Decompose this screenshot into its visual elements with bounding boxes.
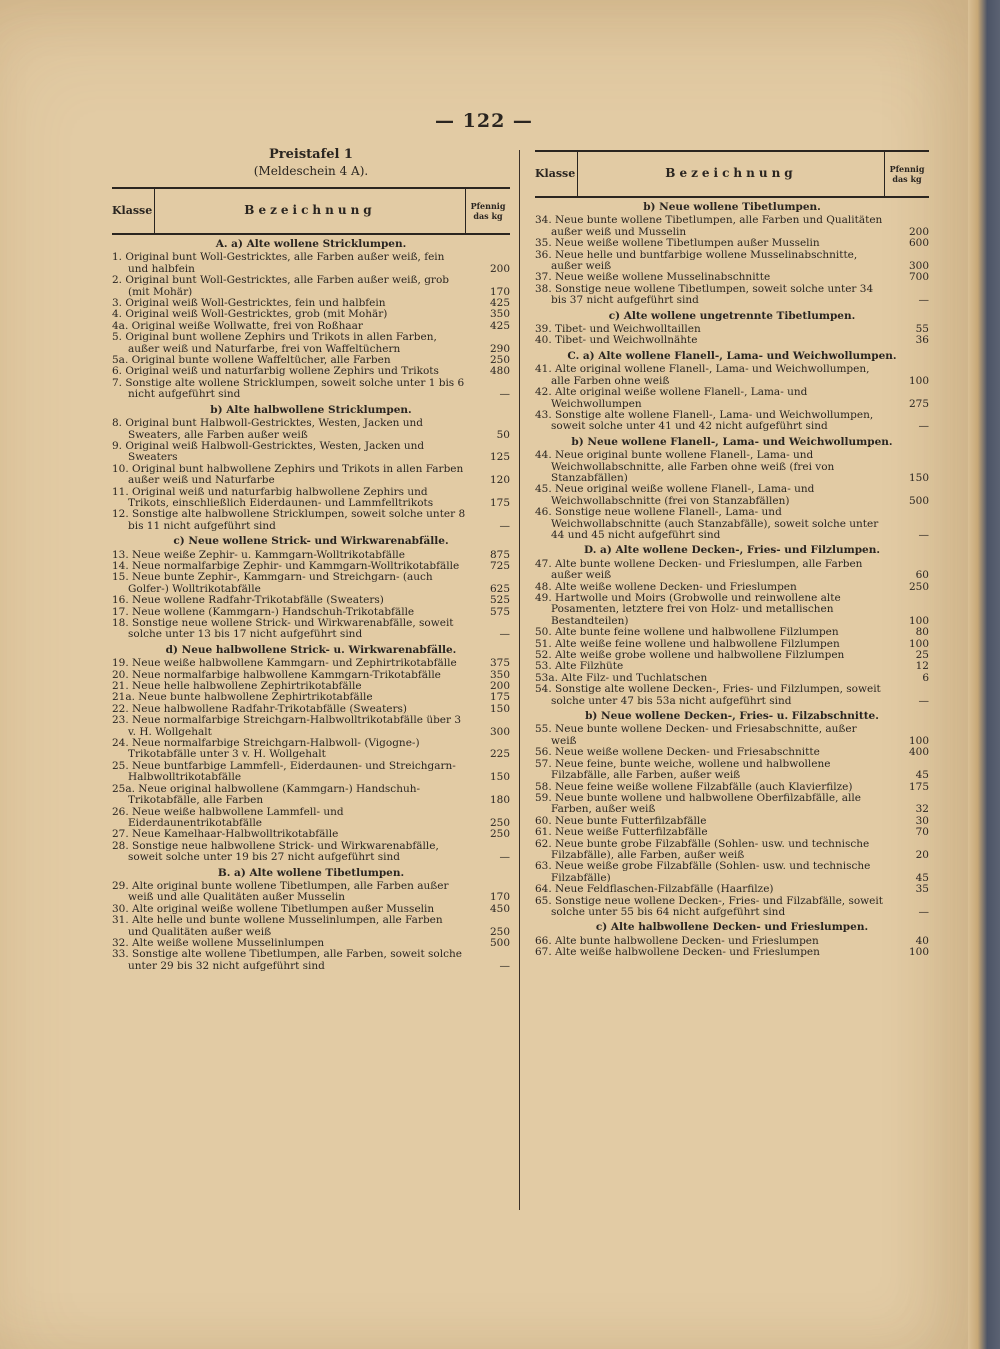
table-row bbox=[112, 881, 510, 904]
item-description: 36. Neue helle und buntfarbige wollene Musselinabschnitte, außer weiß bbox=[535, 248, 858, 273]
table-row bbox=[535, 238, 929, 249]
table-row bbox=[535, 215, 929, 238]
item-price: 450 bbox=[489, 902, 510, 915]
item-price: — bbox=[499, 628, 510, 641]
item-price: 725 bbox=[489, 559, 510, 572]
item-description: 25a. Neue original halbwollene (Kammgarn-) Handschuh-Trikotabfälle, alle Farben bbox=[112, 782, 421, 807]
item-price: 35 bbox=[915, 883, 929, 896]
item-description: 52. Alte weiße grobe wollene und halbwollene Filzlumpen bbox=[535, 649, 845, 662]
item-price: 300 bbox=[908, 260, 929, 273]
item-price: 375 bbox=[489, 657, 510, 670]
item-price: 290 bbox=[489, 342, 510, 355]
item-description: 16. Neue wollene Radfahr-Trikotabfälle (Sweaters) bbox=[112, 594, 384, 607]
item-price: 175 bbox=[489, 691, 510, 704]
table-row bbox=[535, 284, 929, 307]
item-description: 27. Neue Kamelhaar-Halbwolltrikotabfälle bbox=[112, 828, 339, 841]
section-heading: D. a) Alte wollene Decken-, Fries- und Filzlumpen. bbox=[584, 544, 880, 557]
item-price: 250 bbox=[489, 354, 510, 367]
table-row bbox=[535, 861, 929, 884]
item-description: 28. Sonstige neue halbwollene Strick- und Wirkwarenabfälle, soweit solche unter 19 bis 27 nicht aufgeführt sind bbox=[112, 839, 439, 864]
item-price: — bbox=[499, 519, 510, 532]
item-price: 50 bbox=[496, 428, 510, 441]
item-price: 45 bbox=[915, 769, 929, 782]
item-description: 51. Alte weiße feine wollene und halbwollene Filzlumpen bbox=[535, 637, 840, 650]
item-description: 20. Neue normalfarbige halbwollene Kammgarn-Trikotabfälle bbox=[112, 668, 441, 681]
item-price: 100 bbox=[908, 946, 929, 959]
item-description: 2. Original bunt Woll-Gestricktes, alle Farben außer weiß, grob (mit Mohär) bbox=[112, 274, 449, 298]
item-price: 150 bbox=[489, 702, 510, 715]
item-description: 13. Neue weiße Zephir- u. Kammgarn-Wolltrikotabfälle bbox=[112, 548, 406, 561]
item-price: 425 bbox=[489, 297, 510, 310]
header-bezeichnung: Bezeichnung bbox=[578, 152, 885, 196]
table-row bbox=[112, 738, 510, 761]
table-row bbox=[112, 487, 510, 510]
table-row bbox=[112, 595, 510, 606]
table-row bbox=[535, 559, 929, 582]
header-bezeichnung: Bezeichnung bbox=[155, 189, 466, 233]
section-heading: b) Neue wollene Flanell-, Lama- und Weichwollumpen. bbox=[571, 435, 893, 448]
item-price: 20 bbox=[915, 848, 929, 861]
item-description: 41. Alte original wollene Flanell-, Lama- und Weichwollumpen, alle Farben ohne weiß bbox=[535, 363, 870, 387]
item-price: 150 bbox=[908, 471, 929, 484]
table-row bbox=[112, 618, 510, 641]
table-row bbox=[535, 884, 929, 895]
item-description: 10. Original bunt halbwollene Zephirs und Trikots in allen Farben außer weiß und Naturfarbe bbox=[112, 462, 464, 487]
item-price: 575 bbox=[489, 605, 510, 618]
item-description: 35. Neue weiße wollene Tibetlumpen außer Musselin bbox=[535, 237, 820, 250]
section-heading: b) Neue wollene Tibetlumpen. bbox=[643, 201, 821, 213]
header-klasse: Klasse bbox=[112, 189, 155, 233]
item-description: 6. Original weiß und naturfarbig wollene Zephirs und Trikots bbox=[112, 365, 439, 378]
table-row bbox=[535, 387, 929, 410]
section-heading: c) Alte halbwollene Decken- und Frieslumpen. bbox=[595, 921, 869, 934]
table-row bbox=[112, 378, 510, 401]
item-price: 60 bbox=[915, 569, 929, 582]
item-description: 33. Sonstige alte wollene Tibetlumpen, alle Farben, soweit solche unter 29 bis 32 nicht aufgeführt sind bbox=[112, 948, 462, 972]
item-description: 42. Alte original weiße wollene Flanell-, Lama- und Weichwollumpen bbox=[535, 386, 808, 410]
table-row bbox=[112, 441, 510, 464]
item-price: 200 bbox=[489, 262, 510, 275]
table-row bbox=[535, 947, 929, 958]
table-row bbox=[535, 335, 929, 346]
table-row bbox=[112, 252, 510, 275]
item-description: 1. Original bunt Woll-Gestricktes, alle Farben außer weiß, fein und halbfein bbox=[112, 251, 445, 275]
item-description: 63. Neue weiße grobe Filzabfälle (Sohlen- usw. und technische Filzabfälle) bbox=[535, 860, 871, 884]
item-description: 5a. Original bunte wollene Waffeltücher, alle Farben bbox=[112, 354, 391, 367]
table-row bbox=[535, 759, 929, 782]
item-price: 12 bbox=[915, 660, 929, 673]
item-price: 400 bbox=[908, 746, 929, 759]
item-price: 275 bbox=[908, 397, 929, 410]
header-preis: Pfennig das kg bbox=[889, 164, 925, 184]
table-row bbox=[535, 593, 929, 627]
item-price: — bbox=[918, 694, 929, 707]
item-description: 47. Alte bunte wollene Decken- und Frieslumpen, alle Farben außer weiß bbox=[535, 557, 863, 582]
table-header bbox=[112, 187, 510, 235]
table-row bbox=[112, 784, 510, 807]
item-description: 18. Sonstige neue wollene Strick- und Wirkwarenabfälle, soweit solche unter 13 bis 17 nicht aufgeführt sind bbox=[112, 617, 454, 641]
item-price: 80 bbox=[915, 626, 929, 639]
item-price: 525 bbox=[489, 594, 510, 607]
item-price: 170 bbox=[489, 891, 510, 904]
item-price: 36 bbox=[915, 334, 929, 347]
item-description: 55. Neue bunte wollene Decken- und Friesabschnitte, außer weiß bbox=[535, 723, 857, 747]
table-row bbox=[112, 275, 510, 298]
item-description: 66. Alte bunte halbwollene Decken- und Frieslumpen bbox=[535, 934, 819, 947]
table-row bbox=[112, 949, 510, 972]
table-row bbox=[112, 915, 510, 938]
item-price: 55 bbox=[915, 323, 929, 336]
item-price: — bbox=[918, 294, 929, 307]
table-row bbox=[112, 715, 510, 738]
section-heading: b) Neue wollene Decken-, Fries- u. Filzabschnitte. bbox=[585, 710, 879, 723]
left-column bbox=[112, 146, 510, 972]
item-price: 875 bbox=[489, 548, 510, 561]
table-row bbox=[112, 572, 510, 595]
item-description: 58. Neue feine weiße wollene Filzabfälle (auch Klavierfilze) bbox=[535, 780, 853, 793]
section-heading: b) Alte halbwollene Stricklumpen. bbox=[210, 403, 412, 416]
item-price: 170 bbox=[489, 285, 510, 298]
table-row bbox=[112, 829, 510, 840]
table-row bbox=[112, 464, 510, 487]
item-price: 120 bbox=[489, 474, 510, 487]
header-preis: Pfennig das kg bbox=[470, 201, 506, 221]
item-price: 40 bbox=[915, 934, 929, 947]
item-description: 39. Tibet- und Weichwolltaillen bbox=[535, 323, 701, 336]
item-description: 62. Neue bunte grobe Filzabfälle (Sohlen- usw. und technische Filzabfälle), alle Farben, außer weiß bbox=[535, 837, 870, 861]
item-description: 22. Neue halbwollene Radfahr-Trikotabfälle (Sweaters) bbox=[112, 702, 408, 715]
item-description: 60. Neue bunte Futterfilzabfälle bbox=[535, 814, 707, 827]
item-description: 3. Original weiß Woll-Gestricktes, fein und halbfein bbox=[112, 297, 386, 310]
item-description: 59. Neue bunte wollene und halbwollene Oberfilzabfälle, alle Farben, außer weiß bbox=[535, 791, 861, 816]
column-divider bbox=[519, 150, 520, 1210]
table-row bbox=[535, 896, 929, 919]
item-price: 100 bbox=[908, 734, 929, 747]
table-row bbox=[535, 684, 929, 707]
item-price: 250 bbox=[489, 925, 510, 938]
left-rows bbox=[112, 239, 510, 972]
table-row bbox=[535, 410, 929, 433]
right-rows bbox=[535, 202, 929, 959]
item-price: 425 bbox=[489, 319, 510, 332]
item-description: 8. Original bunt Halbwoll-Gestricktes, Westen, Jacken und Sweaters, alle Farben außer weiß bbox=[112, 417, 424, 441]
item-description: 21a. Neue bunte halbwollene Zephirtrikotabfälle bbox=[112, 691, 373, 704]
table-row bbox=[535, 793, 929, 816]
item-description: 49. Hartwolle und Moirs (Grobwolle und reinwollene alte Posamenten, letztere frei von Holz- und metallischen Bestandteilen) bbox=[535, 592, 841, 627]
right-column bbox=[535, 150, 929, 959]
item-price: 125 bbox=[489, 451, 510, 464]
item-description: 50. Alte bunte feine wollene und halbwollene Filzlumpen bbox=[535, 626, 839, 639]
item-description: 19. Neue weiße halbwollene Kammgarn- und Zephirtrikotabfälle bbox=[112, 657, 457, 670]
item-description: 53. Alte Filzhüte bbox=[535, 660, 624, 673]
item-price: 180 bbox=[489, 794, 510, 807]
item-description: 7. Sonstige alte wollene Stricklumpen, soweit solche unter 1 bis 6 nicht aufgeführt sind bbox=[112, 376, 465, 401]
item-description: 5. Original bunt wollene Zephirs und Trikots in allen Farben, außer weiß und Naturfarbe, frei von Waffeltüchern bbox=[112, 331, 437, 355]
item-description: 26. Neue weiße halbwollene Lammfell- und Eiderdaunentrikotabfälle bbox=[112, 805, 344, 829]
item-description: 24. Neue normalfarbige Streichgarn-Halbwoll- (Vigogne-) Trikotabfälle unter 3 v. H. Wollgehalt bbox=[112, 737, 420, 761]
section-heading: A. a) Alte wollene Stricklumpen. bbox=[215, 238, 407, 250]
table-row bbox=[535, 747, 929, 758]
table-row bbox=[535, 724, 929, 747]
item-price: 200 bbox=[908, 225, 929, 238]
item-description: 65. Sonstige neue wollene Decken-, Fries- und Filzabfälle, soweit solche unter 55 bis 64 nicht aufgeführt sind bbox=[535, 894, 883, 918]
item-price: — bbox=[499, 388, 510, 401]
item-price: 100 bbox=[908, 637, 929, 650]
table-title: Preistafel 1 bbox=[269, 147, 353, 162]
item-description: 53a. Alte Filz- und Tuchlatschen bbox=[535, 671, 708, 684]
table-header bbox=[535, 150, 929, 198]
header-klasse: Klasse bbox=[535, 152, 578, 196]
section-heading: B. a) Alte wollene Tibetlumpen. bbox=[217, 866, 405, 879]
item-description: 9. Original weiß Halbwoll-Gestricktes, Westen, Jacken und Sweaters bbox=[112, 439, 425, 464]
item-price: 625 bbox=[489, 582, 510, 595]
item-price: — bbox=[918, 905, 929, 918]
item-price: 70 bbox=[915, 826, 929, 839]
table-row bbox=[112, 658, 510, 669]
item-price: 100 bbox=[908, 374, 929, 387]
item-description: 17. Neue wollene (Kammgarn-) Handschuh-Trikotabfälle bbox=[112, 605, 415, 618]
page-number: — 122 — bbox=[435, 110, 533, 132]
item-description: 48. Alte weiße wollene Decken- und Frieslumpen bbox=[535, 580, 797, 593]
book-edge bbox=[968, 0, 1000, 1349]
item-price: 45 bbox=[915, 871, 929, 884]
table-row bbox=[112, 841, 510, 864]
item-description: 45. Neue original weiße wollene Flanell-, Lama- und Weichwollabschnitte (frei von Stanzabfällen) bbox=[535, 483, 815, 507]
item-price: 480 bbox=[489, 365, 510, 378]
item-price: 6 bbox=[922, 671, 929, 684]
table-row bbox=[112, 509, 510, 532]
table-row bbox=[535, 839, 929, 862]
item-description: 31. Alte helle und bunte wollene Musselinlumpen, alle Farben und Qualitäten außer weiß bbox=[112, 914, 443, 938]
item-price: 100 bbox=[908, 614, 929, 627]
item-description: 37. Neue weiße wollene Musselinabschnitte bbox=[535, 271, 771, 284]
item-price: 350 bbox=[489, 308, 510, 321]
item-description: 46. Sonstige neue wollene Flanell-, Lama- und Weichwollabschnitte (auch Stanzabfälle), soweit solche unter 44 und 45 nicht aufgeführt sind bbox=[535, 506, 879, 541]
section-heading: c) Alte wollene ungetrennte Tibetlumpen. bbox=[608, 309, 856, 322]
section-heading: C. a) Alte wollene Flanell-, Lama- und Weichwollumpen. bbox=[567, 349, 897, 362]
item-price: 150 bbox=[489, 771, 510, 784]
item-description: 11. Original weiß und naturfarbig halbwollene Zephirs und Trikots, einschließlich Eiderdaunen- und Lammfelltrikots bbox=[112, 485, 434, 509]
table-row bbox=[535, 484, 929, 507]
item-description: 21. Neue helle halbwollene Zephirtrikotabfälle bbox=[112, 680, 362, 693]
item-price: 500 bbox=[489, 936, 510, 949]
table-row bbox=[112, 761, 510, 784]
table-row bbox=[535, 827, 929, 838]
item-price: 250 bbox=[489, 816, 510, 829]
table-row bbox=[112, 332, 510, 355]
item-description: 32. Alte weiße wollene Musselinlumpen bbox=[112, 936, 325, 949]
item-description: 4. Original weiß Woll-Gestricktes, grob (mit Mohär) bbox=[112, 308, 388, 321]
item-description: 54. Sonstige alte wollene Decken-, Fries- und Filzlumpen, soweit solche unter 47 bis 53a nicht aufgeführt sind bbox=[535, 683, 881, 707]
item-price: 30 bbox=[915, 814, 929, 827]
item-description: 23. Neue normalfarbige Streichgarn-Halbwolltrikotabfälle über 3 v. H. Wollgehalt bbox=[112, 714, 462, 738]
item-description: 43. Sonstige alte wollene Flanell-, Lama- und Weichwollumpen, soweit solche unter 41 und 42 nicht aufgeführt sind bbox=[535, 408, 874, 433]
item-description: 15. Neue bunte Zephir-, Kammgarn- und Streichgarn- (auch Golfer-) Wolltrikotabfälle bbox=[112, 571, 433, 595]
item-price: — bbox=[499, 851, 510, 864]
table-row bbox=[535, 364, 929, 387]
table-row bbox=[535, 507, 929, 541]
table-row bbox=[112, 418, 510, 441]
section-heading: d) Neue halbwollene Strick- u. Wirkwarenabfälle. bbox=[165, 643, 457, 656]
item-price: 250 bbox=[908, 580, 929, 593]
item-price: 300 bbox=[489, 725, 510, 738]
item-description: 57. Neue feine, bunte weiche, wollene und halbwollene Filzabfälle, alle Farben, außer weiß bbox=[535, 757, 831, 782]
item-price: — bbox=[918, 420, 929, 433]
item-description: 14. Neue normalfarbige Zephir- und Kammgarn-Wolltrikotabfälle bbox=[112, 559, 460, 572]
item-price: 175 bbox=[489, 496, 510, 509]
item-price: 32 bbox=[915, 803, 929, 816]
table-row bbox=[535, 250, 929, 273]
item-description: 12. Sonstige alte halbwollene Stricklumpen, soweit solche unter 8 bis 11 nicht aufgeführt sind bbox=[112, 508, 466, 532]
item-price: 500 bbox=[908, 494, 929, 507]
item-description: 67. Alte weiße halbwollene Decken- und Frieslumpen bbox=[535, 946, 820, 959]
section-heading: c) Neue wollene Strick- und Wirkwarenabfälle. bbox=[173, 535, 449, 548]
item-description: 44. Neue original bunte wollene Flanell-, Lama- und Weichwollabschnitte, alle Farben ohne weiß (frei von Stanzabfällen) bbox=[535, 449, 835, 484]
item-price: 600 bbox=[908, 237, 929, 250]
table-row bbox=[535, 450, 929, 484]
item-price: 25 bbox=[915, 649, 929, 662]
item-description: 38. Sonstige neue wollene Tibetlumpen, soweit solche unter 34 bis 37 nicht aufgeführt sind bbox=[535, 282, 874, 307]
item-description: 64. Neue Feldflaschen-Filzabfälle (Haarfilze) bbox=[535, 883, 774, 896]
item-price: 700 bbox=[908, 271, 929, 284]
item-description: 30. Alte original weiße wollene Tibetlumpen außer Musselin bbox=[112, 902, 435, 915]
item-description: 56. Neue weiße wollene Decken- und Friesabschnitte bbox=[535, 746, 820, 759]
item-description: 34. Neue bunte wollene Tibetlumpen, alle Farben und Qualitäten außer weiß und Musselin bbox=[535, 214, 883, 238]
table-row bbox=[112, 807, 510, 830]
item-description: 29. Alte original bunte wollene Tibetlumpen, alle Farben außer weiß und alle Qualitäten außer Musselin bbox=[112, 879, 449, 904]
item-description: 25. Neue buntfarbige Lammfell-, Eiderdaunen- und Streichgarn-Halbwolltrikotabfälle bbox=[112, 759, 456, 784]
item-price: 350 bbox=[489, 668, 510, 681]
table-subtitle: (Meldeschein 4 A). bbox=[253, 164, 369, 178]
item-price: — bbox=[918, 528, 929, 541]
item-price: 200 bbox=[489, 680, 510, 693]
item-description: 61. Neue weiße Futterfilzabfälle bbox=[535, 826, 708, 839]
item-price: — bbox=[499, 959, 510, 972]
table-row bbox=[535, 627, 929, 638]
item-description: 4a. Original weiße Wollwatte, frei von Roßhaar bbox=[112, 319, 363, 332]
item-description: 40. Tibet- und Weichwollnähte bbox=[535, 334, 698, 347]
item-price: 175 bbox=[908, 780, 929, 793]
item-price: 250 bbox=[489, 828, 510, 841]
item-price: 225 bbox=[489, 748, 510, 761]
